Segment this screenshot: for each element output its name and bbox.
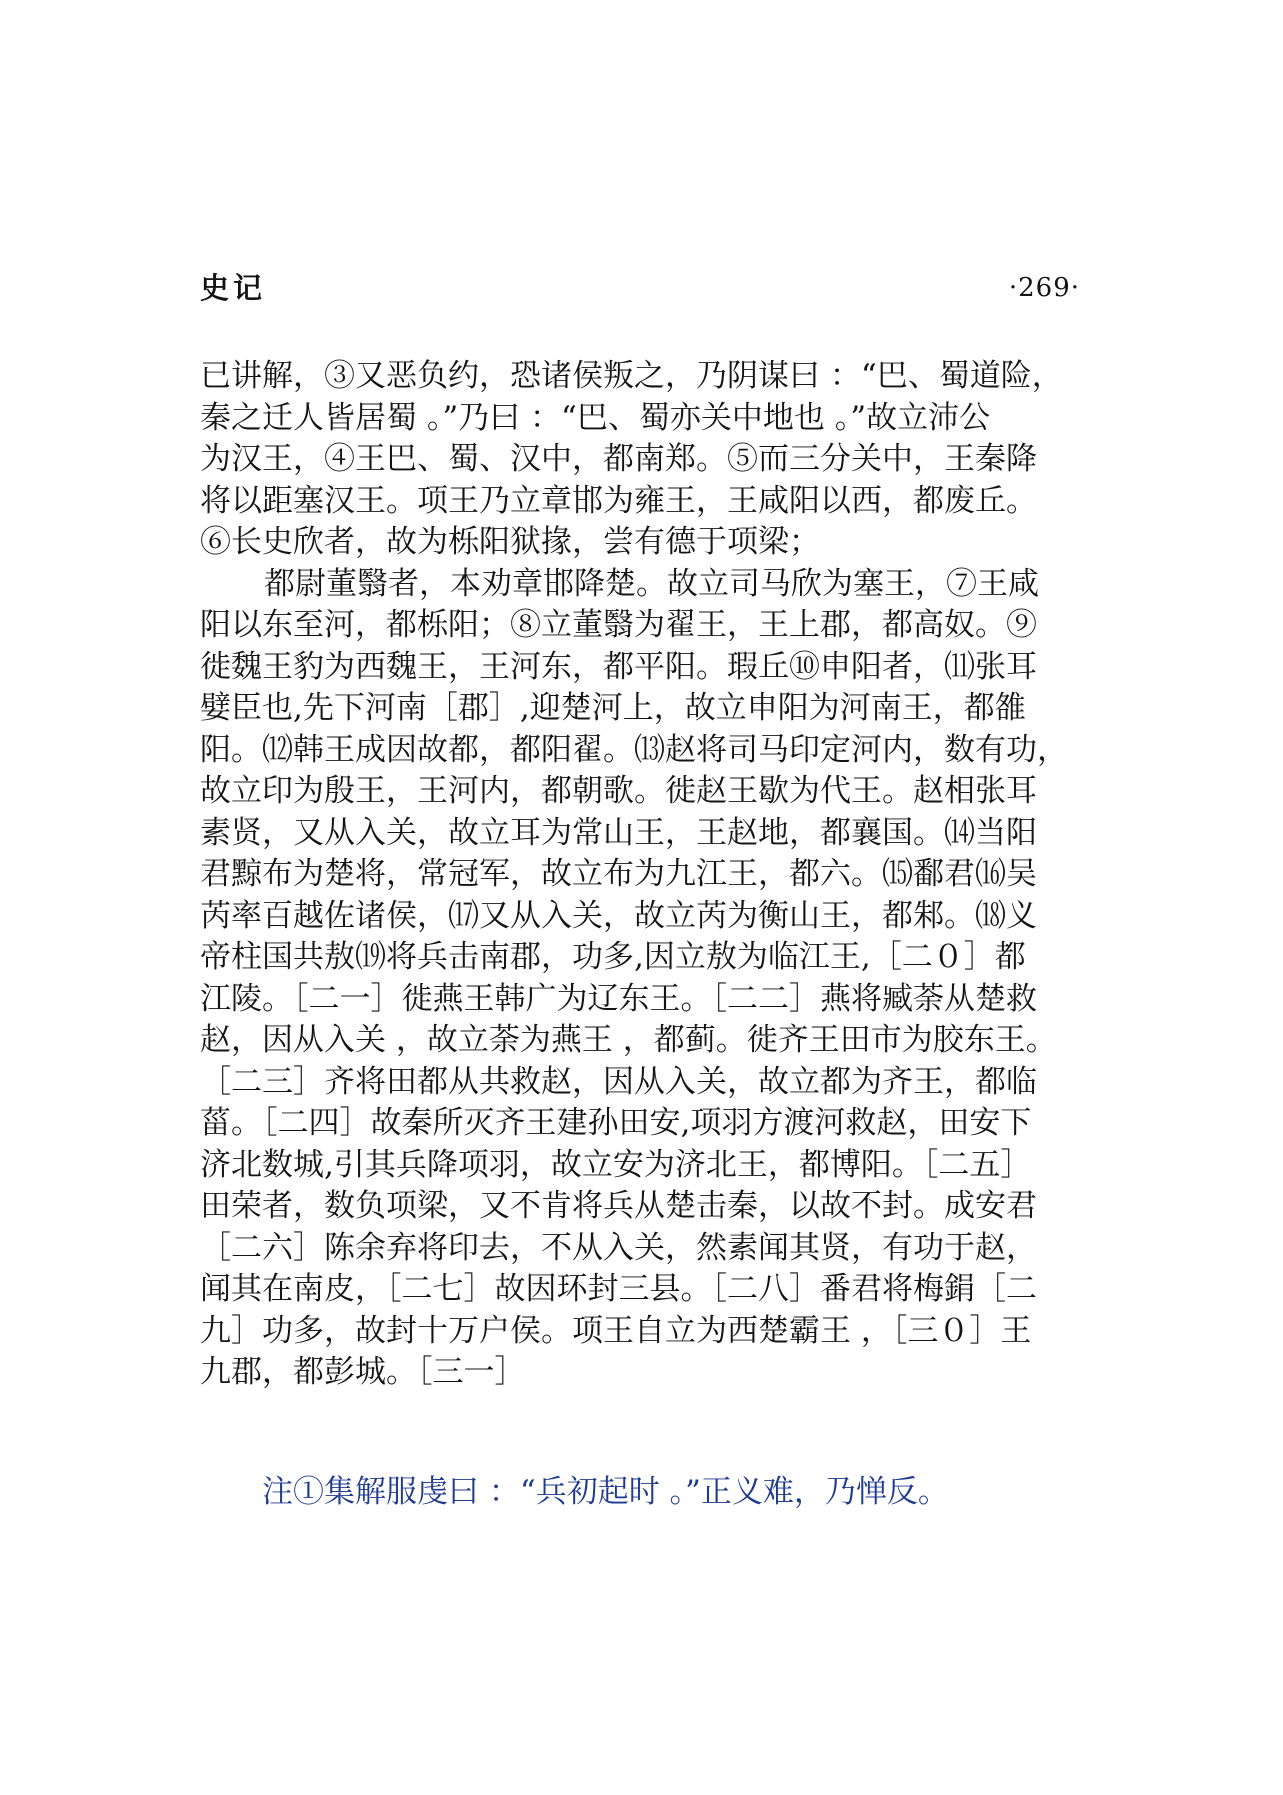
- text-line: 帝柱国共敖⒆将兵击南郡，功多,因立敖为临江王,［二０］都: [200, 939, 1026, 975]
- text-line: 阳。⑿韩王成因故都，都阳翟。⒀赵将司马印定河内，数有功，: [200, 731, 1068, 768]
- page-header: [200, 268, 1080, 308]
- text-line: 徙魏王豹为西魏王，王河东，都平阳。瑕丘⑩申阳者，⑾张耳: [200, 648, 1037, 685]
- text-line: 将以距塞汉王。项王乃立章邯为雍王，王咸阳以西，都废丘。: [200, 482, 1037, 519]
- text-line: 秦之迁人皆居蜀 。”乃曰 ：“巴、蜀亦关中地也 。”故立沛公: [200, 399, 991, 436]
- page-number: ·269·: [1008, 273, 1080, 303]
- text-line: 闻其在南皮，［二七］故因环封三县。［二八］番君将梅鋗［二: [200, 1271, 1037, 1307]
- text-line: 嬖臣也,先下河南［郡］,迎楚河上，故立申阳为河南王，都雒: [200, 690, 1026, 726]
- text-line: 芮率百越佐诸侯，⒄又从入关，故立芮为衡山王，都邾。⒅义: [200, 897, 1037, 934]
- text-line: 已讲解，③又恶负约，恐诸侯叛之，乃阴谋曰 ：“巴、蜀道险，: [200, 358, 1063, 394]
- text-line: 九郡，都彭城。［三一］: [200, 1354, 526, 1390]
- book-title: 史记: [200, 271, 267, 305]
- text-line: 菑。［二四］故秦所灭齐王建孙田安,项羽方渡河救赵，田安下: [200, 1105, 1032, 1141]
- text-line: 济北数城,引其兵降项羽，故立安为济北王，都博阳。［二五］: [200, 1146, 1032, 1183]
- footnote: 注①集解服虔曰 ：“兵初起时 。”正义难，乃惮反。: [262, 1474, 949, 1510]
- paragraph-first-line: 都尉董翳者，本劝章邯降楚。故立司马欣为塞王，⑦王咸: [264, 565, 1039, 602]
- body-text: [200, 356, 1100, 1394]
- text-line: 君黥布为楚将，常冠军，故立布为九江王，都六。⒂鄱君⒃吴: [200, 856, 1037, 892]
- text-line: 江陵。［二一］徙燕王韩广为辽东王。［二二］燕将臧荼从楚救: [200, 980, 1037, 1017]
- text-line: 九］功多，故封十万户侯。项王自立为西楚霸王 ，［三０］王: [200, 1312, 1032, 1349]
- text-line: 故立印为殷王，王河内，都朝歌。徙赵王歇为代王。赵相张耳: [200, 773, 1037, 809]
- text-line: 阳以东至河，都栎阳；⑧立董翳为翟王，王上郡，都高奴。⑨: [200, 607, 1037, 643]
- text-line: 赵，因从入关 ，故立荼为燕王 ，都蓟。徙齐王田市为胶东王。: [200, 1022, 1057, 1058]
- text-line: ⑥长史欣者，故为栎阳狱掾，尝有德于项梁；: [200, 524, 820, 560]
- text-line: 素贤，又从入关，故立耳为常山王，王赵地，都襄国。⒁当阳: [200, 814, 1037, 851]
- text-line: ［二六］陈余弃将印去，不从入关，然素闻其贤，有功于赵，: [200, 1229, 1037, 1266]
- text-line: ［二三］齐将田都从共救赵，因从入关，故立都为齐王，都临: [200, 1063, 1037, 1100]
- text-line: 为汉王，④王巴、蜀、汉中，都南郑。⑤而三分关中，王秦降: [200, 441, 1037, 477]
- text-line: 田荣者，数负项梁，又不肯将兵从楚击秦，以故不封。成安君: [200, 1188, 1037, 1224]
